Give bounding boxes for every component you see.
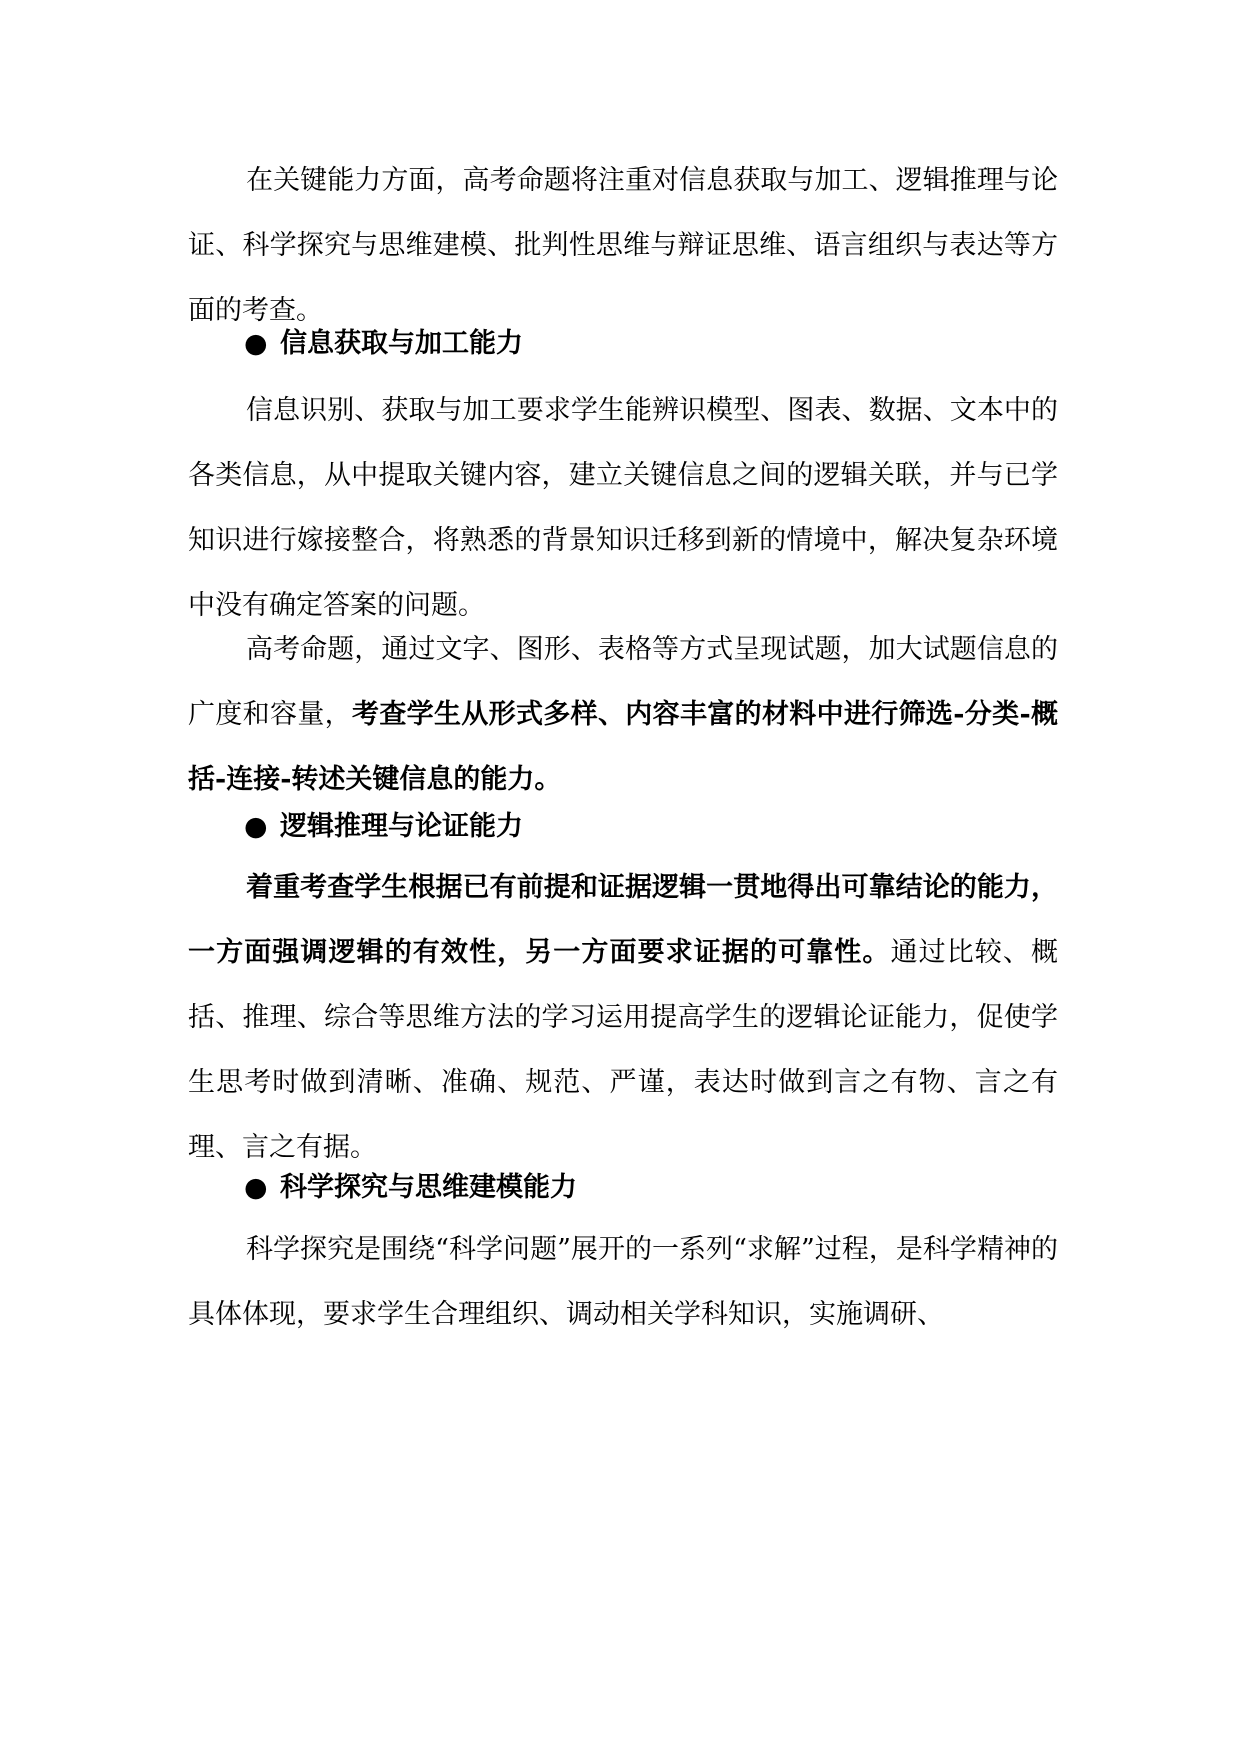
paragraph-text (188, 617, 1058, 812)
section-heading-information (188, 311, 1058, 376)
paragraph-bold-text: 考查学生从形式多样、内容丰富的材料中进行筛选-分类-概括-连接-转述关键信息的能力。 (188, 699, 1058, 795)
bullet-icon: ● (244, 1172, 268, 1203)
section-logic (188, 794, 1058, 859)
paragraph-text (188, 855, 1058, 1180)
heading-text: 信息获取与加工能力 (280, 328, 523, 359)
information-paragraph-1 (188, 378, 1058, 638)
science-paragraph (188, 1217, 1058, 1347)
heading-text: 科学探究与思维建模能力 (280, 1172, 577, 1203)
paragraph-text: 科学探究是围绕“科学问题”展开的一系列“求解”过程，是科学精神的具体体现，要求学生合理组织、调动相关学科知识，实施调研、 (188, 1234, 1058, 1330)
section-heading-logic (188, 794, 1058, 859)
paragraph-bold-text: 着重考查学生根据已有前提和证据逻辑一贯地得出可靠结论的能力，一方面强调逻辑的有效性，另一方面要求证据的可靠性。 (188, 872, 1058, 968)
logic-paragraph (188, 855, 1058, 1180)
bullet-icon: ● (244, 811, 268, 842)
information-paragraph-2 (188, 617, 1058, 812)
section-heading-science (188, 1155, 1058, 1220)
section-science (188, 1155, 1058, 1220)
intro-text: 在关键能力方面，高考命题将注重对信息获取与加工、逻辑推理与论证、科学探究与思维建模、批判性思维与辩证思维、语言组织与表达等方面的考查。 (188, 165, 1058, 326)
heading-text: 逻辑推理与论证能力 (280, 811, 523, 842)
paragraph-normal-text: 通过比较、概括、推理、综合等思维方法的学习运用提高学生的逻辑论证能力，促使学生思考时做到清晰、准确、规范、严谨，表达时做到言之有物、言之有理、言之有据。 (188, 937, 1058, 1163)
paragraph-normal-text: 高考命题，通过文字、图形、表格等方式呈现试题，加大试题信息的广度和容量， (188, 634, 1058, 730)
bullet-icon: ● (244, 328, 268, 359)
paragraph-text: 信息识别、获取与加工要求学生能辨识模型、图表、数据、文本中的各类信息，从中提取关键内容，建立关键信息之间的逻辑关联，并与已学知识进行嫁接整合，将熟悉的背景知识迁移到新的情境中，解决复杂环境中没有确定答案的问题。 (188, 395, 1058, 621)
section-information (188, 311, 1058, 376)
